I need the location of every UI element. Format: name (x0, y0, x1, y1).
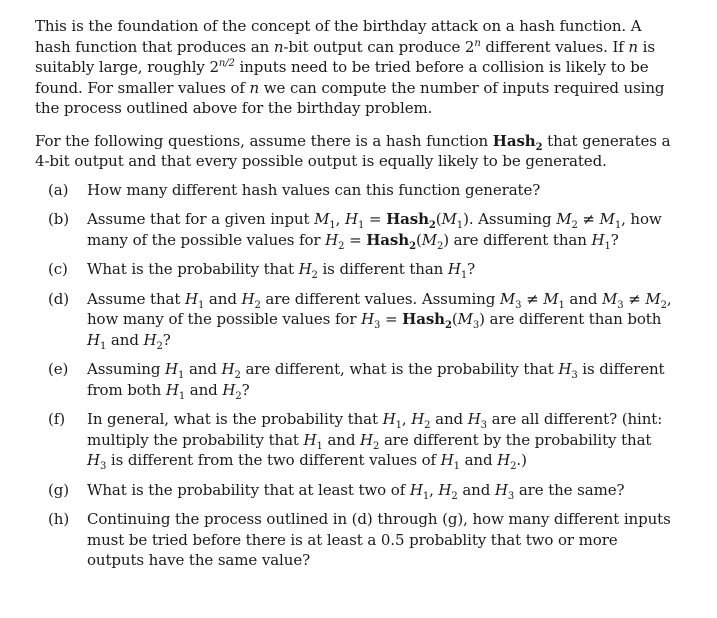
text-run: This is the foundation of the concept of the birthday attack on a hash function. A hash function that produces an (35, 17, 642, 56)
math-subscript: 1 (178, 370, 185, 381)
math-subscript: 1 (395, 420, 402, 431)
text-run: and (322, 430, 361, 449)
math-exponent: n/2 (218, 58, 235, 69)
text-run: different values. If (480, 37, 629, 56)
text-run: ? (610, 230, 619, 249)
math-var: H (143, 330, 157, 349)
math-subscript: 2 (436, 240, 444, 252)
math-subscript: 2 (424, 420, 431, 431)
question-label: (c) (48, 260, 68, 278)
text-run: that generates a 4-bit output and that every possible output is equally likely to be generated. (35, 131, 671, 170)
math-var: M (556, 210, 572, 228)
math-var: H (325, 230, 339, 249)
question-g (35, 480, 675, 501)
math-subscript: 2 (254, 299, 261, 311)
text-run: are different by the probability that (379, 430, 652, 449)
hash-subscript: 2 (409, 240, 416, 252)
text-run: , how many of the possible values for (87, 210, 662, 249)
math-var: H (303, 430, 317, 449)
question-label: (a) (48, 180, 69, 199)
math-subscript: 2 (234, 370, 241, 381)
math-var: H (165, 380, 179, 399)
question-e (35, 359, 675, 400)
math-var: H (438, 480, 452, 499)
math-var: M (499, 289, 516, 308)
math-subscript: 1 (357, 220, 365, 231)
hash-subscript: 2 (444, 320, 452, 331)
math-subscript: 3 (99, 461, 107, 472)
text-run: are all different? (hint: multiply the probability that (87, 410, 663, 449)
math-var: H (360, 430, 374, 449)
math-var: H (558, 360, 572, 378)
text-run: and (457, 480, 495, 499)
math-var: n (273, 37, 284, 56)
math-var: H (241, 289, 255, 308)
math-subscript: 3 (571, 370, 578, 381)
math-subscript: 3 (472, 320, 480, 331)
math-var: H (361, 310, 375, 328)
question-f (35, 409, 675, 471)
text-run: Assume that for a given input (87, 210, 315, 228)
math-exponent: n (474, 37, 481, 49)
intro-paragraph (35, 16, 675, 119)
math-var: H (298, 260, 312, 278)
text-run: ? (162, 330, 171, 349)
math-subscript: 2 (510, 461, 517, 472)
text-run: and (204, 289, 242, 308)
math-var: H (87, 451, 100, 469)
math-subscript: 1 (197, 299, 205, 311)
text-run: ≠ (521, 289, 544, 308)
question-label: (e) (48, 360, 69, 378)
text-run: is different from the two different values of (106, 451, 441, 469)
math-subscript: 1 (316, 440, 323, 452)
math-subscript: 2 (571, 220, 578, 231)
math-var: M (314, 210, 330, 228)
text-run: ) are different than (443, 230, 592, 249)
text-run: , how many of the possible values for (87, 289, 672, 328)
math-var: H (185, 289, 198, 308)
math-var: H (221, 360, 235, 378)
math-var: H (165, 360, 179, 378)
hash-name: Hash (492, 131, 536, 150)
math-subscript: 2 (338, 240, 345, 252)
math-subscript: 1 (453, 461, 460, 472)
math-var: H (87, 330, 100, 349)
math-subscript: 2 (660, 299, 667, 311)
math-var: H (440, 451, 454, 469)
question-label: (g) (48, 480, 70, 499)
question-list (35, 180, 675, 571)
text-run: ? (467, 260, 476, 278)
text-run: ( (435, 210, 442, 228)
math-var: H (345, 210, 358, 228)
text-run: What is the probability that (87, 260, 299, 278)
document-page (35, 16, 675, 580)
math-var: M (457, 310, 473, 328)
text-run: = (380, 310, 403, 328)
text-run: ≠ (577, 210, 600, 228)
math-var: n (249, 78, 260, 97)
math-subscript: 2 (311, 270, 318, 281)
math-subscript: 3 (617, 299, 624, 311)
question-h (35, 509, 675, 571)
math-subscript: 1 (456, 220, 464, 231)
hash-name: Hash (402, 310, 445, 328)
math-var: H (447, 260, 461, 278)
math-var: H (467, 410, 481, 428)
text-run: is suitably large, roughly 2 (35, 37, 655, 76)
math-var: H (409, 480, 423, 499)
math-subscript: 1 (460, 270, 468, 281)
text-run: ). Assuming (463, 210, 557, 228)
math-subscript: 1 (558, 299, 565, 311)
question-d (35, 289, 675, 351)
text-run: we can compute the number of inputs required using the process outlined above for the birthday problem. (35, 78, 665, 117)
hash-name: Hash (386, 210, 429, 228)
math-subscript: 1 (99, 340, 107, 352)
text-run: Assuming (87, 360, 166, 378)
hash-name: Hash (366, 230, 410, 249)
text-run: ≠ (623, 289, 646, 308)
question-label: (f) (48, 410, 65, 428)
text-run: and (106, 330, 144, 349)
hash-subscript: 2 (535, 141, 543, 153)
text-run: -bit output can produce 2 (283, 37, 475, 56)
math-subscript: 3 (515, 299, 522, 311)
text-run: and (459, 451, 498, 469)
text-run: .) (516, 451, 527, 469)
hash-subscript: 2 (428, 220, 436, 231)
math-subscript: 1 (329, 220, 336, 231)
question-b (35, 209, 675, 250)
question-label: (d) (48, 289, 70, 308)
text-run: = (344, 230, 367, 249)
math-subscript: 1 (604, 240, 611, 252)
math-var: H (591, 230, 605, 249)
math-subscript: 3 (480, 420, 487, 431)
text-run: = (364, 210, 387, 228)
question-text: How many different hash values can this function generate? (87, 180, 541, 199)
math-subscript: 2 (451, 490, 458, 502)
math-var: H (497, 451, 511, 469)
math-var: H (494, 480, 508, 499)
text-run: , (401, 410, 412, 428)
text-run: and (185, 380, 223, 399)
text-run: is different from both (87, 360, 665, 399)
text-run: Assume that (87, 289, 185, 308)
math-var: M (599, 210, 615, 228)
text-run: , (429, 480, 439, 499)
question-label: (h) (48, 510, 70, 528)
text-run: ? (241, 380, 250, 399)
text-run: inputs need to be tried before a collision is likely to be found. For smaller values of (35, 58, 649, 97)
question-text: Continuing the process outlined in (d) through (g), how many different inputs must be tried before there is at least a 0.5 probablity that two or more outputs have the same value? (87, 510, 671, 569)
math-subscript: 2 (156, 340, 163, 352)
text-run: are different values. Assuming (260, 289, 500, 308)
setup-paragraph (35, 131, 675, 172)
text-run: are different, what is the probability that (240, 360, 559, 378)
text-run: ( (451, 310, 458, 328)
text-run: and (430, 410, 468, 428)
text-run: and (564, 289, 603, 308)
text-run: are the same? (514, 480, 625, 499)
math-subscript: 1 (422, 490, 430, 502)
math-subscript: 2 (373, 440, 380, 452)
math-var: M (421, 230, 437, 249)
text-run: What is the probability that at least two of (87, 480, 410, 499)
text-run: is different than (317, 260, 448, 278)
math-var: H (382, 410, 396, 428)
text-run: and (184, 360, 222, 378)
text-run: For the following questions, assume there is a hash function (35, 131, 493, 150)
math-subscript: 1 (614, 220, 622, 231)
math-subscript: 3 (374, 320, 381, 331)
question-a (35, 180, 675, 201)
math-subscript: 1 (178, 390, 186, 402)
math-var: H (411, 410, 425, 428)
math-subscript: 3 (507, 490, 515, 502)
math-var: n (628, 37, 638, 56)
math-var: H (222, 380, 236, 399)
math-var: M (543, 289, 559, 308)
question-c (35, 259, 675, 280)
text-run: In general, what is the probability that (87, 410, 383, 428)
question-label: (b) (48, 210, 70, 228)
math-var: M (441, 210, 457, 228)
math-subscript: 2 (235, 390, 242, 402)
math-var: M (645, 289, 661, 308)
text-run: ( (415, 230, 422, 249)
text-run: , (335, 210, 345, 228)
text-run: ) are different than both (479, 310, 662, 328)
math-var: M (602, 289, 618, 308)
